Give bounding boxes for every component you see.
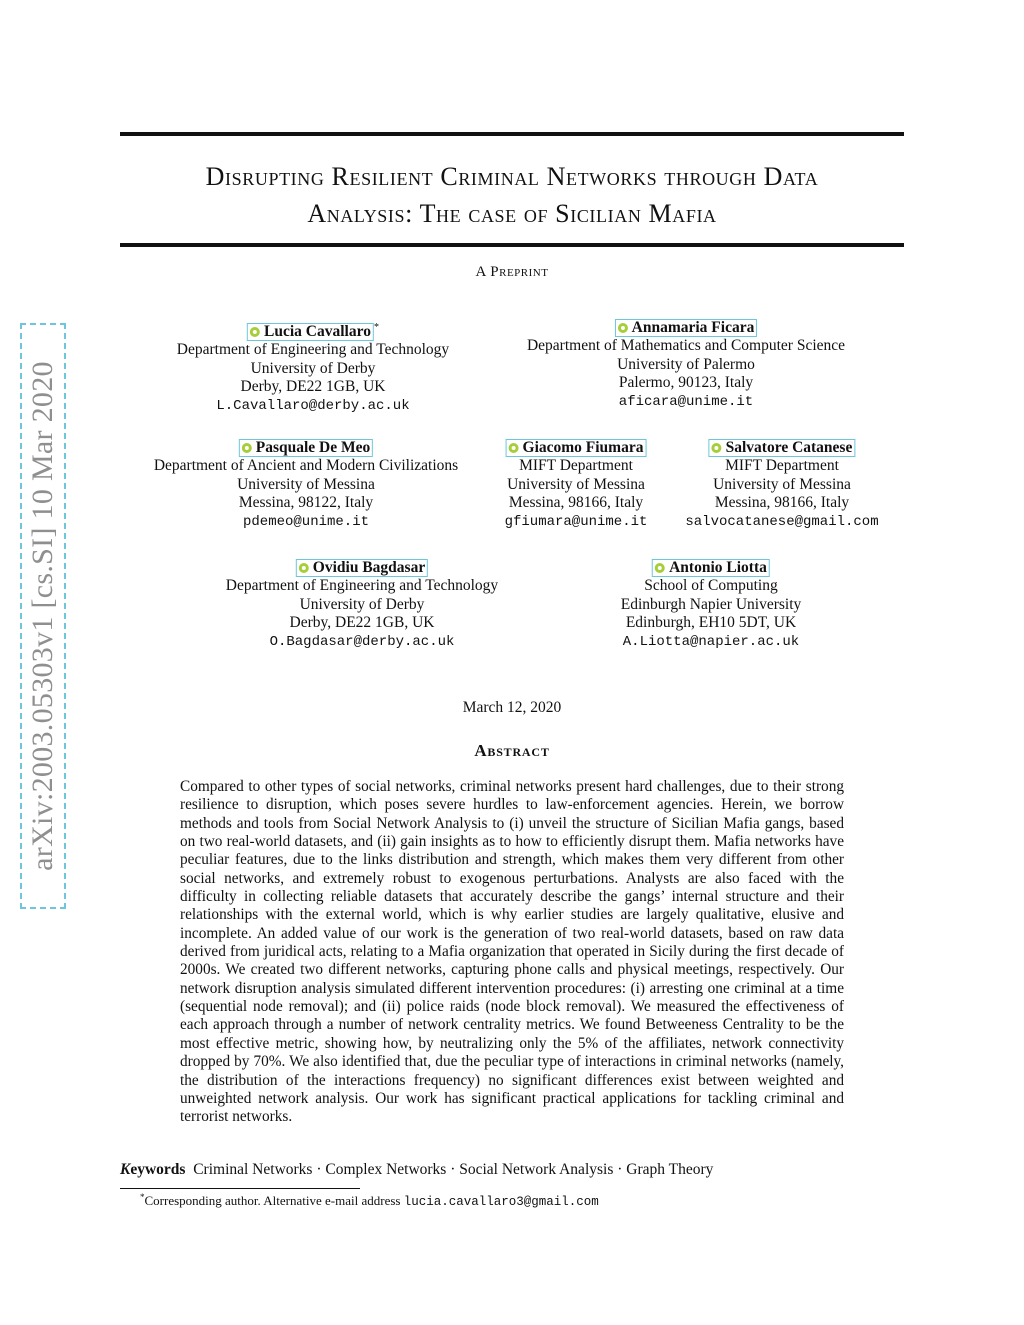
author-name-link[interactable]: Pasquale De Meo	[239, 439, 374, 457]
author-department: MIFT Department	[725, 457, 839, 475]
author-email: A.Liotta@napier.ac.uk	[622, 633, 800, 650]
author-university: University of Palermo	[617, 355, 755, 373]
author-department: Department of Ancient and Modern Civilizations	[153, 457, 459, 475]
abstract-heading: Abstract	[474, 741, 550, 760]
author-address: Derby, DE22 1GB, UK	[240, 378, 386, 396]
title-line-1: Disrupting Resilient Criminal Networks through Data	[205, 162, 819, 191]
author-department: MIFT Department	[519, 457, 633, 475]
orcid-icon[interactable]	[299, 563, 309, 573]
publication-date: March 12, 2020	[462, 699, 562, 716]
author-block	[621, 559, 802, 651]
author-name-link[interactable]: Annamaria Ficara	[615, 319, 758, 337]
author-university: University of Messina	[507, 475, 645, 493]
author-email: L.Cavallaro@derby.ac.uk	[216, 397, 410, 414]
orcid-icon[interactable]	[655, 563, 665, 573]
author-department: Department of Engineering and Technology	[225, 577, 499, 595]
author-address: Messina, 98122, Italy	[238, 494, 374, 512]
author-email: gfiumara@unime.it	[504, 513, 648, 530]
author-department: School of Computing	[644, 577, 778, 595]
author-university: University of Messina	[713, 475, 851, 493]
author-block	[177, 319, 449, 415]
author-name-link[interactable]: Ovidiu Bagdasar	[296, 559, 428, 577]
author-university: Edinburgh Napier University	[620, 595, 802, 613]
footnote-email: lucia.cavallaro3@gmail.com	[403, 1195, 599, 1209]
paper-title	[120, 158, 904, 232]
author-name-link[interactable]: Antonio Liotta	[652, 559, 770, 577]
author-name-link[interactable]: Lucia Cavallaro	[247, 323, 374, 341]
footnote-text: Corresponding author. Alternative e-mail address	[144, 1193, 401, 1208]
author-name-link[interactable]: Salvatore Catanese	[709, 439, 856, 457]
footnote-mark: *	[140, 1192, 145, 1202]
orcid-icon[interactable]	[712, 443, 722, 453]
author-university: University of Derby	[299, 595, 425, 613]
author-email: aficara@unime.it	[618, 393, 754, 410]
author-block	[154, 439, 458, 531]
orcid-icon[interactable]	[618, 323, 628, 333]
author-email: O.Bagdasar@derby.ac.uk	[269, 633, 455, 650]
footnote-rule	[120, 1188, 360, 1189]
author-university: University of Derby	[250, 359, 376, 377]
keywords-label: Keywords	[120, 1161, 186, 1178]
corresponding-mark[interactable]: *	[373, 322, 379, 333]
author-email: salvocatanese@gmail.com	[685, 513, 879, 530]
author-email: pdemeo@unime.it	[242, 513, 370, 530]
arxiv-stamp[interactable]: arXiv:2003.05303v1 [cs.SI] 10 Mar 2020	[26, 361, 59, 871]
orcid-icon[interactable]	[250, 327, 260, 337]
title-rule-top	[120, 132, 904, 136]
author-address: Derby, DE22 1GB, UK	[289, 614, 435, 632]
keywords-line	[120, 1161, 904, 1179]
author-address: Messina, 98166, Italy	[508, 494, 644, 512]
author-address: Edinburgh, EH10 5DT, UK	[625, 614, 797, 632]
title-line-2: Analysis: The case of Sicilian Mafia	[307, 199, 717, 228]
author-block	[505, 439, 648, 531]
title-rule-bottom	[120, 243, 904, 247]
author-department: Department of Engineering and Technology	[176, 341, 450, 359]
author-name-link[interactable]: Giacomo Fiumara	[506, 439, 647, 457]
footnote	[140, 1192, 599, 1209]
keywords-list: Criminal Networks · Complex Networks · Social Network Analysis · Graph Theory	[193, 1161, 714, 1178]
author-university: University of Messina	[237, 475, 375, 493]
author-block	[226, 559, 498, 651]
preprint-label: A Preprint	[475, 264, 549, 280]
orcid-icon[interactable]	[509, 443, 519, 453]
author-block	[685, 439, 878, 531]
abstract-body: Compared to other types of social networks, criminal networks present hard challenges, due to their strong resilience to disruption, which poses severe hurdles to law-enforcement agencies. Herein, we borrow methods and tools from Social Network Analysis to (i) unveil the structure of Sicilian Mafia gangs, based on two real-world datasets, and (ii) gain insights as to how to efficiently disrupt them. Mafia networks have peculiar features, due to the links distribution and strength, which makes them very different from other social networks, and extremely robust to exogenous perturbations. Analysts are also faced with the difficulty in collecting reliable datasets that accurately describe the gangs’ internal structure and their relationships with the external world, which is why earlier studies are largely qualitative, elusive and incomplete. An added value of our work is the generation of two real-world datasets, based on raw data derived from juridical acts, relating to a Mafia organization that operated in Sicily during the first decade of 2000s. We created two different networks, capturing phone calls and physical meetings, respectively. Our network disruption analysis simulated different intervention procedures: (i) arresting one criminal at a time (sequential node removal); and (ii) police raids (node block removal). We measured the effectiveness of each approach through a number of network centrality metrics. We found Betweeness Centrality to be the most effective metric, showing how, by neutralizing only the 5% of the affiliates, network connectivity dropped by 70%. We also identified that, due the peculiar type of interactions in criminal networks (namely, the distribution of the interactions frequency) no significant differences exist between weighted and unweighted network analysis. Our work has significant practical applications for tackling criminal and terrorist networks.	[180, 778, 844, 1126]
author-department: Department of Mathematics and Computer Science	[526, 337, 846, 355]
orcid-icon[interactable]	[242, 443, 252, 453]
author-block	[527, 319, 845, 411]
author-address: Palermo, 90123, Italy	[618, 374, 754, 392]
author-address: Messina, 98166, Italy	[714, 494, 850, 512]
